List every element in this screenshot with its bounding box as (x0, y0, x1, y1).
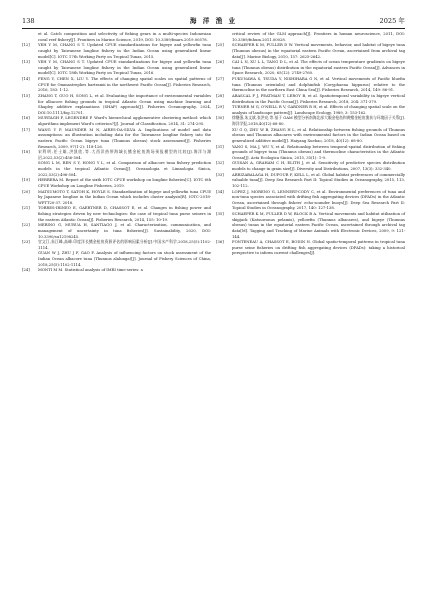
reference-text: CAI L N, XU L L, TANG D L, et al. The effects of ocean temperature gradients on bigeye tuna (Thunnus obesus) distribution in the equatorial eastern Pacific Ocean[J]. Advances in Space Research, 2020, 65(12): 2749-2760. (232, 60, 405, 76)
reference-entry (216, 77, 405, 94)
reference-entry (22, 178, 211, 189)
reference-number: [28] (216, 93, 224, 98)
reference-number: [30] (216, 116, 224, 121)
reference-text: SONG L M, REN S Y, HONG Y L, et al. Comparison of albacore tuna fishery prediction models in the tropical Atlantic Ocean[J]. Oceanologia et Limnologia Sinica, 2022,53(2):496-504. (38, 161, 211, 177)
reference-text: HERRERA M. Report of the sixth IOTC CPUE workshop on longline fisheries[C]. IOTC 6th CPUE Workshop on Longline Fisheries, 2019. (38, 178, 211, 188)
reference-text: FONTENEAU A, CHASSOT E, BODIN N. Global spatio-temporal patterns in tropical tuna purse seine fisheries on drifting fish aggregating devices (DFADs): taking a historical perspective to inform current challenges[J]. (232, 240, 405, 256)
reference-entry (216, 32, 405, 43)
reference-number: [17] (22, 127, 30, 132)
reference-entry (216, 212, 405, 240)
reference-text: MONTI M M. Statistical analysis of IMRI time-series: a (38, 268, 143, 273)
reference-text: 官文江,朱江峰,高峰.印度洋长鳍金枪鱼资源评估的影响因素分析[J].中国水产科学,2018,25(5):1102-1114. (38, 240, 211, 250)
reference-entry (216, 240, 405, 257)
reference-text: ZHANG T, GUO H, SONG L, et al. Evaluating the importance of environmental variables for albacore fishing grounds in tropical Atlantic Ocean using machine learning and Shapley additive explanations (SHAP) approach[J]. Fisheries Oceanography, 2024, DOI:10.1111/fog.12701. (38, 93, 211, 115)
reference-text: MERINO G, MURUA H, SANTIAGO J, et al. Characterization, communication, and management of uncertainty in tuna fisheries[J]. Sustainability, 2020, DOI: 10.3390/su12198245. (38, 223, 211, 239)
reference-text: YEH Y M, CHANG S T. Updated CPUE standardizations for bigeye and yellowfin tuna caught by Taiwanese longline fishery in the Indian Ocean using generalized linear model[C]. IOTC 17th Working Party on Tropical Tunas, 2015. (38, 43, 211, 59)
reference-entry (22, 268, 211, 274)
reference-text: TORRES-IRINEO E, GAERTNER D, CHASSOT E, et al. Changes in fishing power and fishing strategies driven by new technologies: the case of tropical tuna purse seiners in the eastern Atlantic Ocean[J]. Fisheries Research, 2014, 155: 10-19. (38, 206, 211, 222)
reference-number: [34] (216, 189, 224, 194)
reference-entry (22, 150, 211, 161)
reference-number: [24] (22, 268, 30, 273)
reference-entry (216, 116, 405, 127)
reference-entry (22, 116, 211, 127)
reference-number: [22] (22, 223, 30, 228)
reference-text: 宋利明,任士雄,洪凯欣,等.大西洋热带海域长鳍金枪鱼渔场预报模型的比较[J].海洋与湖沼,2022,53(2):456-504. (38, 150, 211, 160)
reference-entry (216, 43, 405, 60)
reference-number: [26] (216, 60, 224, 65)
reference-entry (22, 206, 211, 223)
reference-entry (22, 251, 211, 268)
reference-number: [23] (22, 240, 30, 245)
reference-entry (216, 94, 405, 105)
reference-entry (216, 128, 405, 145)
reference-number: [35] (216, 212, 224, 216)
reference-entry (22, 77, 211, 94)
reference-entry (22, 60, 211, 77)
references-right-column (216, 32, 405, 257)
reference-text: critical review of the GLM approach[J]. Frontiers in human neuroscience, 2011, DOI: 10.3389/fnhum.2011.00028. (232, 32, 405, 42)
reference-text: SCHAEFER K M, FULLER D W. Vertical movements, behavior, and habitat of bigeye tuna (Thunnus obesus) in the equatorial eastern Pacific Ocean, ascertained from archival tag data[J]. Marine Biology, 2010, 157: 2625-2642. (232, 43, 405, 59)
page-number: 138 (22, 17, 35, 25)
reference-entry (22, 32, 211, 43)
reference-entry (216, 145, 405, 162)
reference-number: [25] (216, 43, 224, 48)
reference-text: MATSUMOTO T, SATOH K, HOYLE S. Standardization of bigeye and yellowfin tuna CPUE by Japanese longline in the Indian Ocean which includes cluster analysis[R]. IOTC-2018-WPTT20-37. 2018. (38, 189, 211, 205)
reference-number: [20] (22, 189, 30, 194)
reference-entry (22, 240, 211, 251)
reference-entry (22, 190, 211, 207)
reference-entry (216, 161, 405, 172)
reference-entry (216, 105, 405, 116)
reference-number: [18] (22, 150, 30, 155)
reference-text: GUAN W J, ZHU J F, GAO F. Analysis of influencing factors on stock assessment of the Indian Ocean albacore tuna (Thunnus alalunga)[J]. Journal of Fishery Sciences of China, 2018,25(5):1102-1114. (38, 251, 211, 267)
journal-name: 海 洋 渔 业 (189, 17, 238, 25)
references-left-column (22, 32, 211, 274)
reference-entry (22, 223, 211, 240)
reference-entry (22, 161, 211, 178)
reference-text: ABASCAL F J, PEATMAN T, LEROY B, et al. Spatiotemporal variability in bigeye vertical distribution in the Pacific Ocean[J]. Fisheries Research, 2018, 204: 371-379. (232, 93, 405, 104)
reference-text: YANG S, MA J, WU Y, et al. Relationship between temporal-spatial distribution of fishing grounds of bigeye tuna (Thunnus obesus) and thermocline characteristics in the Atlantic Ocean[J]. Acta Ecologica Sinica, 2015, 35(1): 1-9. (232, 144, 405, 160)
reference-text: YEH Y M, CHANG S T. Updated CPUE standardizations for bigeye and yellowfin tuna caught by Taiwanese longline fishery in the Indian Ocean using generalized linear model[C]. IOTC 18th Working Party on Tropical Tunas, 2016. (38, 60, 211, 76)
reference-number: [33] (216, 172, 224, 177)
reference-entry (22, 43, 211, 60)
reference-number: [31] (216, 144, 224, 149)
reference-entry (22, 94, 211, 117)
reference-text: et al. Catch composition and selectivity of fishing gears in a multi-species Indonesian coral reef fishery[J]. Frontiers in Marine Science, 2019, DOI: 10.3389/fmars.2019.00578. (38, 32, 211, 42)
reference-number: [21] (22, 206, 30, 211)
reference-entry (216, 60, 405, 77)
reference-number: [36] (216, 240, 224, 245)
reference-text: GUISAN A, GRAHAM C H, ELITH J, et al. Sensitivity of predictive species distribution models to change in grain size[J]. Diversity and Distributions, 2007, 13(3): 332-340. (232, 161, 405, 171)
reference-number: [15] (22, 93, 30, 98)
reference-number: [16] (22, 116, 30, 121)
reference-text: 徐继强,朱文斌,张洪亮,等.基于 GAM 模型分析南海北部大眼金枪鱼和黄鳍金枪鱼渔获与环境因子关系[J].海洋学报,2018,40(12):68-80. (232, 116, 405, 126)
reference-text: FUKUNAWA S, TSUDA Y, NISHIHARA G N, et al. Vertical movements of Pacific bluefin tuna (Thunnus orientalis) and dolphinfish (Coryphaena hippurus) relative to the thermocline in the northern East China Sea[J]. Fisheries Research, 2014, 149: 86-91. (232, 77, 405, 93)
reference-text: FENG Y, CHEN X, LIU Y. The effects of changing spatial scales on spatial patterns of CPUE for Ommastrephes bartramii in the northwest Pacific Ocean[J]. Fisheries Research, 2016, 183: 1-12. (38, 77, 211, 93)
reference-number: [14] (22, 77, 30, 81)
reference-entry (216, 190, 405, 213)
publication-year: 2025 年 (379, 17, 405, 25)
reference-text: MURTAGH F, LEGENDRE P. Ward's hierarchical agglomerative clustering method: which algorithms implement Ward's criterion?[J]. Journal of Classification, 2014, 31: 274-295. (38, 116, 211, 126)
reference-number: [13] (22, 60, 30, 65)
page-header (22, 12, 405, 29)
reference-number: [32] (216, 161, 224, 166)
reference-text: ARRIZABALAGA H, DUFOUR F, KELL L, et al. Global habitat preferences of commercially valuable tuna[J]. Deep Sea Research Part II: Topical Studies in Oceanography, 2015, 113, 102-112. (232, 172, 405, 188)
reference-number: [12] (22, 43, 30, 48)
reference-entry (216, 173, 405, 190)
reference-entry (22, 128, 211, 151)
reference-number: [29] (216, 105, 224, 110)
reference-text: TURNER M G, O'NEILL R V, GARDNER R H, et al. Effects of changing spatial scale on the analysis of landscape pattern[J]. Landscape Ecology, 1989, 3: 153-162. (232, 105, 405, 115)
reference-text: SCHAEFER K M, FULLER D W, BLOCK B A. Vertical movements and habitat utilization of skipjack (Katsuwonus pelamis), yellowfin (Thunnus albacares), and bigeye (Thunnus obesus) tunas in the equatorial eastern Pacific Ocean, ascertained through archival tag data[M]. Tagging and Tracking of Marine Animals with Electronic Devices, 2009, 9: 121-144. (232, 212, 405, 239)
reference-text: XU G Q, ZHU W B, ZHANG H L, et al. Relationship between fishing grounds of Thunnus obesus and Thunnus albacares with environmental factors in the Indian Ocean based on generalized additive model[J]. Haiyang Xuebao, 2018, 40(12): 68-80. (232, 127, 405, 143)
reference-number: [27] (216, 77, 224, 81)
reference-number: [19] (22, 178, 30, 183)
reference-text: WANG Y P, MAUNDER M N, AIRES-DA-SILVA A. Implications of model and data assumptions: an illustration including data for the Taiwanese longline fishery into the eastern Pacific Ocean bigeye tuna (Thunnus obesus) stock assessment[J]. Fisheries Research, 2009, 97(1-2): 118-126. (38, 127, 211, 149)
reference-text: LOPEZ J, MORENO G, LENNERT-CODY C, et al. Environmental preferences of tuna and non-tuna species associated with drifting fish aggregating devices (DFADs) in the Atlantic Ocean, ascertained through fishers' echo-sounder buoys[J]. Deep Sea Research Part II: Topical Studies in Oceanography, 2017, 140: 127-138. (232, 189, 405, 211)
